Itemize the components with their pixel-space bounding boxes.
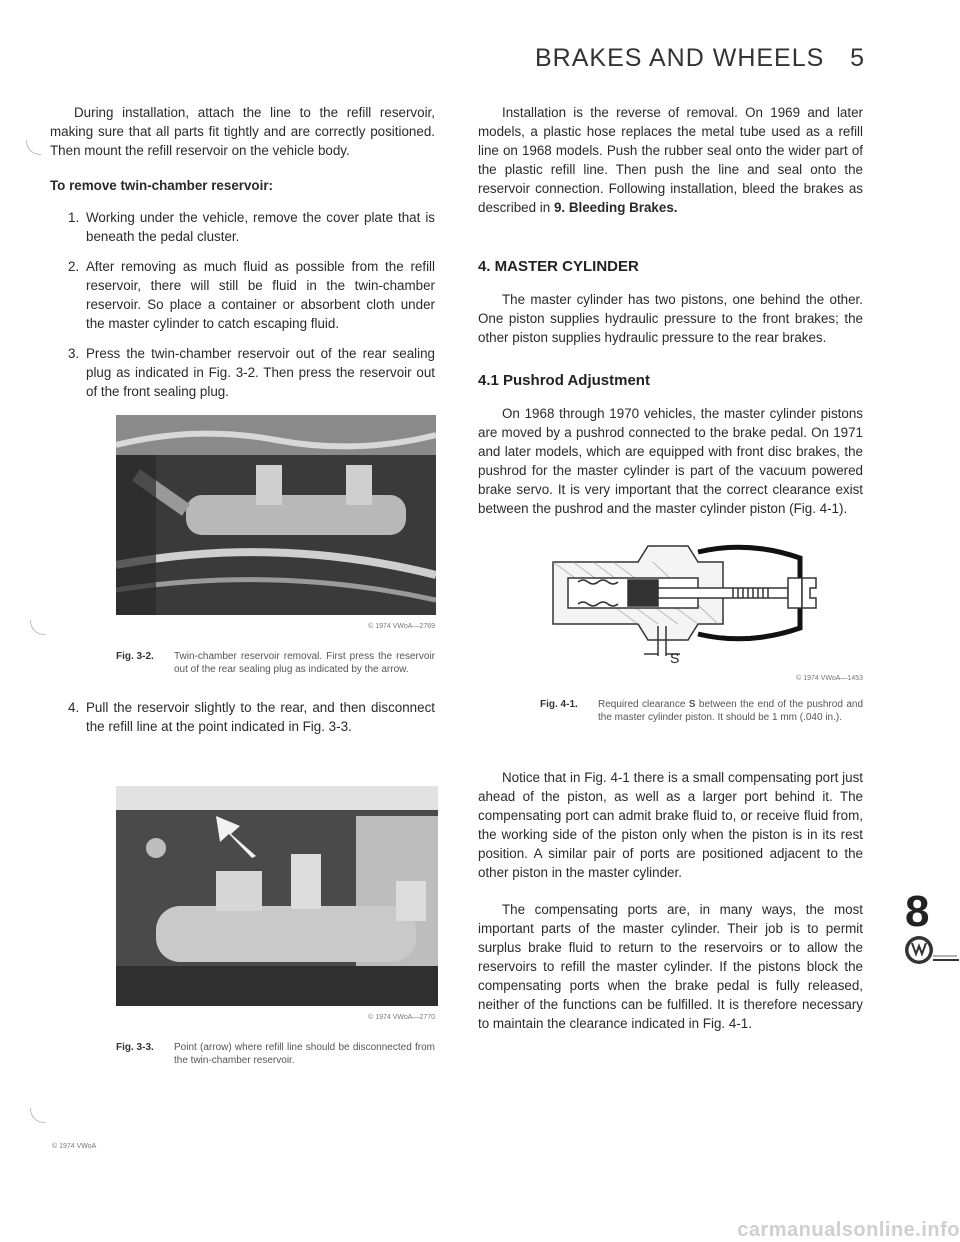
left-intro-paragraph: During installation, attach the line to the refill reservoir, making sure that all parts fit tightly and are correctly positioned. Then mount the refill reservoir on the vehicle body. bbox=[50, 105, 435, 158]
fig-3-3-caption: Fig. 3-3. Point (arrow) where refill line should be disconnected from the twin-chamber reservoir. bbox=[116, 1042, 435, 1066]
fig-3-3-credit: © 1974 VWoA—2770 bbox=[368, 1014, 435, 1021]
chapter-number: 8 bbox=[905, 887, 930, 936]
right-column bbox=[478, 103, 863, 1033]
master-cylinder-paragraph: The master cylinder has two pistons, one behind the other. One piston supplies hydraulic pressure to the front brakes; the other piston supplies hydraulic pressure to the rear brakes. bbox=[478, 292, 863, 345]
watermark: carmanualsonline.info bbox=[737, 1219, 960, 1241]
fig-4-1-caption: Fig. 4-1. Required clearance S between the end of the pushrod and the master cylinder piston. It should be 1 mm (.040 in.). bbox=[540, 699, 864, 723]
step-4: 4. Pull the reservoir slightly to the rear, and then disconnect the refill line at the point indicated in Fig. 3-3. bbox=[68, 700, 435, 734]
step-1: 1. Working under the vehicle, remove the cover plate that is beneath the pedal cluster. bbox=[68, 210, 435, 244]
compensating-port-paragraph: Notice that in Fig. 4-1 there is a small compensating port just ahead of the piston, as well as a larger port behind it. The compensating port can admit brake fluid to, or receive fluid from, the working side of the piston only when the piston is in its rest position. A similar pair of ports are positioned adjacent to the other piston in the master cylinder. bbox=[478, 770, 863, 880]
left-column bbox=[50, 103, 435, 1067]
bleeding-brakes-ref: 9. Bleeding Brakes. bbox=[553, 200, 678, 215]
vw-logo-icon bbox=[903, 934, 959, 966]
margin-mark-top bbox=[26, 140, 41, 155]
section-heading-master-cylinder: 4. MASTER CYLINDER bbox=[478, 258, 639, 275]
page-header bbox=[535, 44, 865, 73]
fig-4-1-drawing bbox=[548, 542, 838, 667]
removal-steps bbox=[50, 208, 435, 401]
photo-fig-3-3 bbox=[116, 786, 438, 1006]
margin-mark-middle bbox=[30, 620, 45, 635]
pushrod-paragraph: On 1968 through 1970 vehicles, the master cylinder pistons are moved by a pushrod connected to the brake pedal. On 1971 and later models, which are equipped with front disc brakes, the pushrod for the master cylinder is part of the vacuum powered brake servo. It is very important that the correct clearance exist between the pushrod and the master cylinder piston (Fig. 4-1). bbox=[478, 406, 863, 516]
master-cylinder-photo-2 bbox=[116, 786, 438, 1006]
master-cylinder-section-diagram bbox=[548, 542, 838, 667]
page-number: 5 bbox=[850, 44, 865, 72]
subsection-heading-pushrod: 4.1 Pushrod Adjustment bbox=[478, 372, 650, 389]
step-2: 2. After removing as much fluid as possible from the refill reservoir, there will still be fluid in the twin-chamber reservoir. So place a container or absorbent cloth under the master cylinder to catch escaping fluid. bbox=[68, 259, 435, 331]
photo-fig-3-2 bbox=[116, 415, 436, 615]
chapter-tab bbox=[903, 887, 960, 971]
removal-step-4 bbox=[50, 698, 435, 736]
fig-3-2-credit: © 1974 VWoA—2769 bbox=[368, 623, 435, 630]
clearance-s-label: S bbox=[670, 650, 680, 666]
installation-paragraph: Installation is the reverse of removal. On 1969 and later models, a plastic hose replaces the metal tube used as a refill line on 1968 models. Push the rubber seal onto the wider part of the plastic refill line. Then push the line and seal onto the reservoir connection. Following installation, bleed the brakes as described in 9. Bleeding Brakes. bbox=[478, 105, 863, 215]
compensating-importance-paragraph: The compensating ports are, in many ways, the most important parts of the master cylinder. Their job is to permit surplus brake fluid to return to the reservoirs or to allow the reservoirs to refill the master cylinder. If the pistons block the compensating ports when the brake pedal is fully released, neither of the functions can be fulfilled. It is therefore necessary to maintain the clearance indicated in Fig. 4-1. bbox=[478, 902, 863, 1031]
fig-4-1-credit: © 1974 VWoA—1453 bbox=[796, 675, 863, 682]
twin-chamber-subhead: To remove twin-chamber reservoir: bbox=[50, 178, 273, 193]
master-cylinder-photo-1 bbox=[116, 415, 436, 615]
header-title: BRAKES AND WHEELS bbox=[535, 44, 825, 72]
fig-3-2-caption: Fig. 3-2. Twin-chamber reservoir removal. First press the reservoir out of the rear sealing plug as indicated by the arrow. bbox=[116, 651, 435, 675]
margin-mark-bottom bbox=[30, 1108, 45, 1123]
page-credit: © 1974 VWoA bbox=[52, 1143, 97, 1150]
step-3: 3. Press the twin-chamber reservoir out of the rear sealing plug as indicated in Fig. 3-2. Then press the reservoir out of the front sealing plug. bbox=[68, 346, 435, 399]
